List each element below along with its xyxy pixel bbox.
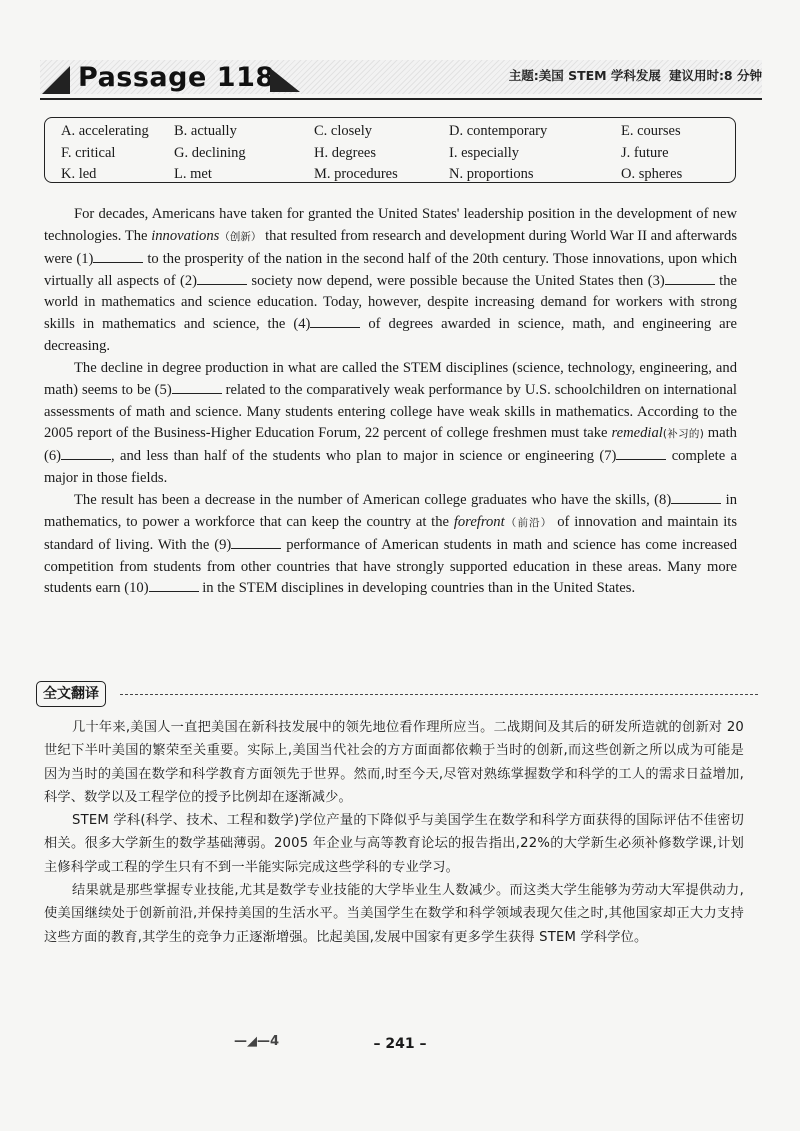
italic-term: forefront xyxy=(453,513,505,530)
word-option: F. critical xyxy=(61,144,116,161)
passage-paragraph-1 xyxy=(44,204,737,358)
translation-paragraph: 结果就是那些掌握专业技能,尤其是数学专业技能的大学毕业生人数减少。而这类大学生能够为劳动大军提供动力,使美国继续处于创新前沿,并保持美国的生活水平。当美国学生在数学和科学领域表现欠佳之时,其他国家却正大力支持这些方面的教育,其学生的竞争力正逐渐增强。比起美国,发展中国家有更多学生获得 STEM 学科学位。 xyxy=(44,883,744,945)
word-option: I. especially xyxy=(449,144,520,161)
text-run: in mathematics, to power a workforce that can keep the country at the xyxy=(44,491,738,530)
topic-text: 主题:美国 STEM 学科发展 xyxy=(508,68,661,83)
italic-term: remedial xyxy=(611,425,663,442)
text-run: society now depend, were possible because the United States then (3) xyxy=(247,272,665,289)
passage-text xyxy=(44,204,737,600)
left-triangle-icon xyxy=(42,66,70,94)
word-bank-row xyxy=(61,143,735,165)
translation-text xyxy=(44,716,744,949)
passage-paragraph-2 xyxy=(44,358,737,490)
translation-header xyxy=(36,681,758,707)
passage-number: 118 xyxy=(216,62,275,93)
text-run: complete a major in those fields. xyxy=(44,448,737,487)
passage-paragraph-3 xyxy=(44,490,737,600)
text-run: in the STEM disciplines in developing countries than in the United States. xyxy=(198,580,636,597)
blank-3 xyxy=(665,271,715,285)
text-run: of innovation and maintain its standard of living. With the (9) xyxy=(44,513,738,553)
blank-4 xyxy=(310,314,360,328)
dashed-divider xyxy=(120,694,758,695)
text-run: of degrees awarded in science, math, and engineering are decreasing. xyxy=(44,316,737,355)
word-option: D. contemporary xyxy=(449,123,548,139)
word-option: N. proportions xyxy=(449,166,534,182)
word-option: O. spheres xyxy=(621,166,683,182)
blank-1 xyxy=(93,249,143,263)
word-option: J. future xyxy=(621,144,669,161)
word-option: C. closely xyxy=(314,123,372,139)
word-option: G. declining xyxy=(174,144,246,161)
page-number: – 241 – xyxy=(373,1036,427,1052)
translation-label: 全文翻译 xyxy=(36,681,106,707)
translation-paragraph: STEM 学科(科学、技术、工程和数学)学位产量的下降似乎与美国学生在数学和科学方面获得的国际评估不佳密切相关。很多大学新生的数学基础薄弱。2005 年企业与高等教育论坛的报告指出,22%的大学新生必须补修数学课,计划主修科学或工程的学生只有不到一半能实际完成这些学科的专业学习。 xyxy=(44,813,744,875)
blank-10 xyxy=(149,578,199,592)
text-run: For decades, Americans have taken for granted the United States' leadership position in the development of new technologies. The xyxy=(44,206,737,244)
word-option: H. degrees xyxy=(314,144,377,161)
word-bank xyxy=(44,117,736,183)
time-text: 建议用时:8 分钟 xyxy=(668,68,762,83)
text-run: to the prosperity of the nation in the second half of the 20th century. Those innovations, upon which virtually all aspects of (2) xyxy=(44,250,737,289)
blank-5 xyxy=(172,380,222,394)
text-run: related to the comparatively weak performance by U.S. schoolchildren on international assessments of math and science. Many students entering college have weak skills in mathematics. According to the 2005 report of the Business-Higher Education Forum, 22 percent of college freshmen must take xyxy=(44,381,737,442)
text-run: performance of American students in math and science has come increased competition from students from other countries that have strongly supported education in these areas. Many more students earn (10) xyxy=(44,536,737,597)
word-bank-row xyxy=(61,164,735,186)
passage-meta xyxy=(509,66,762,84)
text-run: The result has been a decrease in the number of American college graduates who have the skills, (8) xyxy=(74,491,672,508)
text-run: the world in mathematics and science education. Today, however, despite increasing demand for workers with strong skills in mathematics and science, the (4) xyxy=(44,272,737,333)
text-run: that resulted from research and development during World War II and afterwards were (1) xyxy=(44,227,737,267)
passage-title xyxy=(78,60,275,96)
word-option: M. procedures xyxy=(314,166,398,182)
text-run: math (6) xyxy=(44,425,737,465)
blank-8 xyxy=(671,490,721,504)
word-option: L. met xyxy=(174,166,212,182)
blank-9 xyxy=(231,535,281,549)
gloss: (补习的) xyxy=(662,428,704,441)
text-run: , and less than half of the students who plan to major in science or engineering (7) xyxy=(111,448,617,465)
blank-2 xyxy=(197,271,247,285)
footer-mark: —◢—4 xyxy=(234,1034,280,1049)
right-triangle-icon xyxy=(270,68,300,92)
word-bank-row xyxy=(61,121,735,143)
translation-paragraph: 几十年来,美国人一直把美国在新科技发展中的领先地位看作理所应当。二战期间及其后的研发所造就的创新对 20 世纪下半叶美国的繁荣至关重要。实际上,美国当代社会的方方面面都依赖于当时的创新,而这些创新之所以成为可能是因为当时的美国在数学和科学教育方面领先于世界。然而,时至今天,尽管对熟练掌握数学和科学的工人的需求日益增加,科学、数学以及工程学位的授予比例却在逐渐减少。 xyxy=(44,720,744,805)
gloss: （前沿） xyxy=(504,516,553,529)
italic-term: innovations xyxy=(151,227,220,244)
blank-6 xyxy=(61,446,111,460)
blank-7 xyxy=(616,446,666,460)
word-option: K. led xyxy=(61,166,97,182)
text-run: The decline in degree production in what are called the STEM disciplines (science, technology, engineering, and math) seems to be (5) xyxy=(44,359,737,398)
word-option: A. accelerating xyxy=(61,123,149,139)
word-option: B. actually xyxy=(174,123,237,139)
passage-label: Passage xyxy=(78,62,207,93)
passage-header xyxy=(40,58,762,100)
word-option: E. courses xyxy=(621,123,681,139)
gloss: （创新） xyxy=(219,230,262,243)
